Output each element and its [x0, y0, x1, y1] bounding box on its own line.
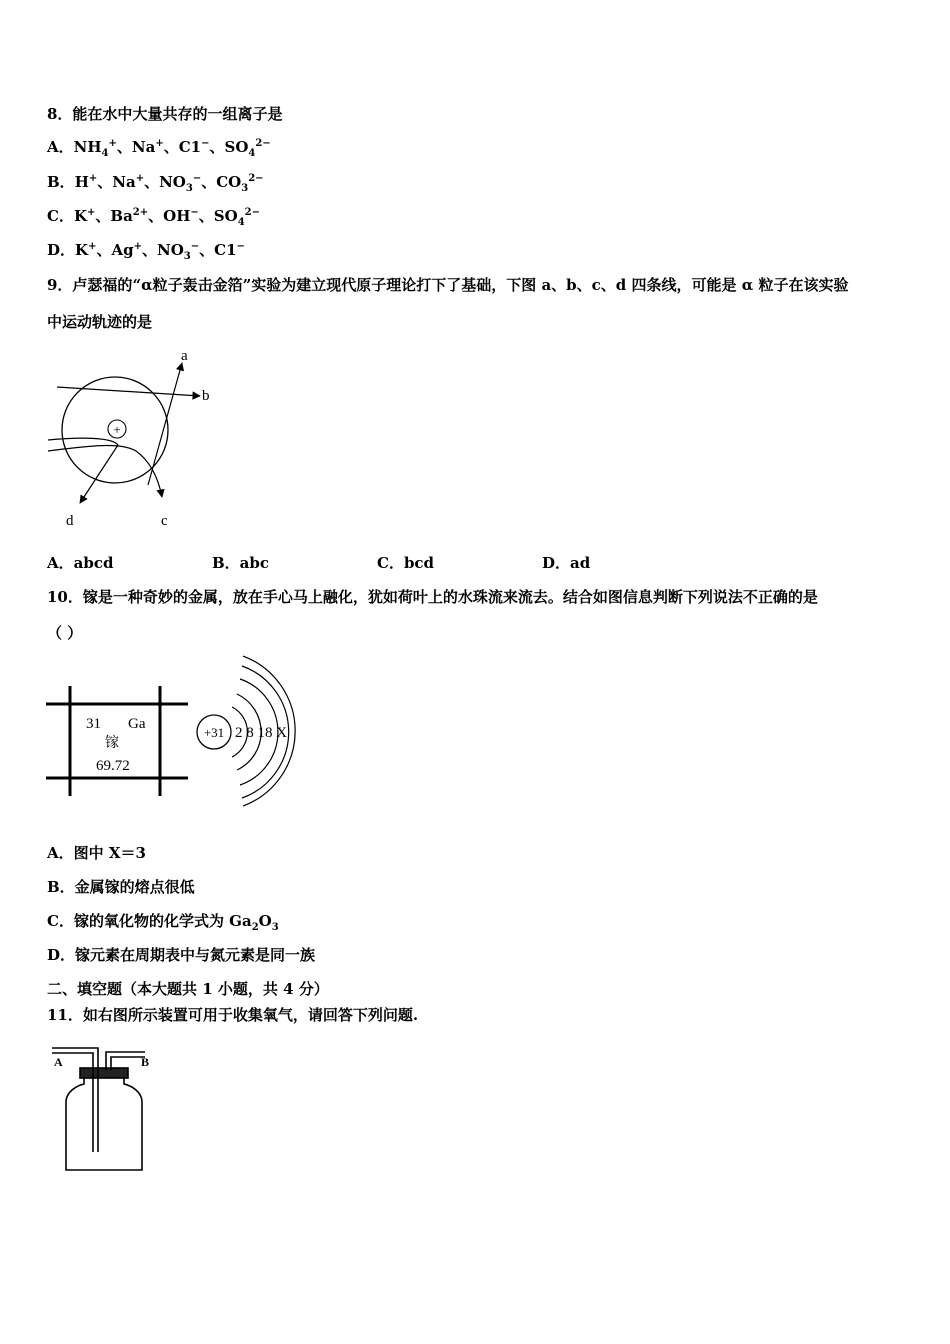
path-c [48, 446, 162, 497]
q9-option-b: B．abc [212, 554, 270, 572]
q10-option-c-text: C．镓的氧化物的化学式为 Ga [47, 912, 252, 930]
gas-collection-bottle [50, 1040, 160, 1175]
tube-label-b: B [141, 1055, 150, 1069]
path-a [148, 363, 182, 485]
q8-option-d [47, 239, 245, 260]
nucleus-sign: + [113, 422, 121, 437]
gallium-atom-structure [192, 652, 304, 810]
q9-stem-line2: 中运动轨迹的是 [47, 313, 153, 331]
q11-stem: 11．如右图所示装置可用于收集氧气，请回答下列问题. [47, 1006, 419, 1024]
ion: H+ [74, 173, 98, 191]
ion: 、Ag+ [96, 241, 142, 259]
q9-stem-line1: 9．卢瑟福的“α粒子轰击金箔”实验为建立现代原子理论打下了基础，下图 a、b、c、d 四条线，可能是 α 粒子在该实验 [47, 276, 849, 294]
element-name: 镓 [105, 736, 119, 751]
q10-option-c-sub2: 3 [271, 922, 279, 933]
ion: 、$CO_3^{2-}$ [201, 173, 264, 194]
element-symbol: Ga [128, 716, 146, 732]
option-label: C． [47, 207, 74, 225]
label-c: c [161, 513, 168, 529]
ion: 、OH− [148, 207, 199, 225]
q9-option-d: D．ad [542, 554, 591, 572]
ion: 、C1− [163, 138, 210, 156]
q9-option-c: C．bcd [377, 554, 435, 572]
q8-option-b [47, 171, 264, 192]
option-label: B． [47, 173, 75, 191]
path-d [48, 438, 118, 503]
q8-option-a [47, 136, 271, 157]
ion: 、Na+ [116, 138, 164, 156]
ion: $NH_4^+$ [73, 138, 117, 159]
atomic-number: 31 [86, 716, 101, 732]
gallium-element-card [46, 686, 191, 798]
section2-title: 二、填空题（本大题共 1 小题，共 4 分） [47, 980, 329, 998]
q10-option-d: D．镓元素在周期表中与氮元素是同一族 [47, 946, 316, 964]
label-d: d [66, 513, 74, 529]
ion: 、$SO_4^{2-}$ [209, 138, 271, 159]
q10-option-c-mid: O [258, 912, 272, 930]
q9-option-a: A．abcd [47, 554, 114, 572]
alpha-scattering-diagram [40, 345, 230, 535]
option-label: A． [47, 138, 74, 156]
ion: 、$NO_3^-$ [141, 241, 200, 262]
q10-stem-line2: （ ） [47, 624, 83, 642]
q10-option-b: B．金属镓的熔点很低 [47, 878, 195, 896]
ion: 、$SO_4^{2-}$ [198, 207, 260, 228]
label-a: a [181, 348, 188, 364]
ga-shell-electrons: 2 8 18 X [235, 725, 288, 741]
q10-option-c [47, 910, 279, 931]
option-label: D． [47, 241, 76, 259]
atomic-mass: 69.72 [96, 758, 130, 774]
q10-option-a: A．图中 X＝3 [47, 844, 146, 862]
label-b: b [202, 388, 210, 404]
q8-stem: 8．能在水中大量共存的一组离子是 [47, 105, 283, 123]
ion: 、Na+ [97, 173, 145, 191]
ion: 、C1− [199, 241, 245, 259]
tube-label-a: A [54, 1055, 63, 1069]
q10-stem-line1: 10．镓是一种奇妙的金属，放在手心马上融化，犹如荷叶上的水珠流来流去。结合如图信息判断下列说法不正确的是 [47, 588, 818, 606]
ion: 、$Ba^{2+}$ [95, 207, 149, 225]
ion: 、$NO_3^-$ [144, 173, 202, 194]
ion: K+ [73, 207, 96, 225]
ga-nucleus-charge: +31 [203, 725, 225, 740]
ion: K+ [75, 241, 97, 259]
q8-option-c [47, 205, 260, 226]
q10-option-c-sub1: 2 [251, 922, 259, 933]
